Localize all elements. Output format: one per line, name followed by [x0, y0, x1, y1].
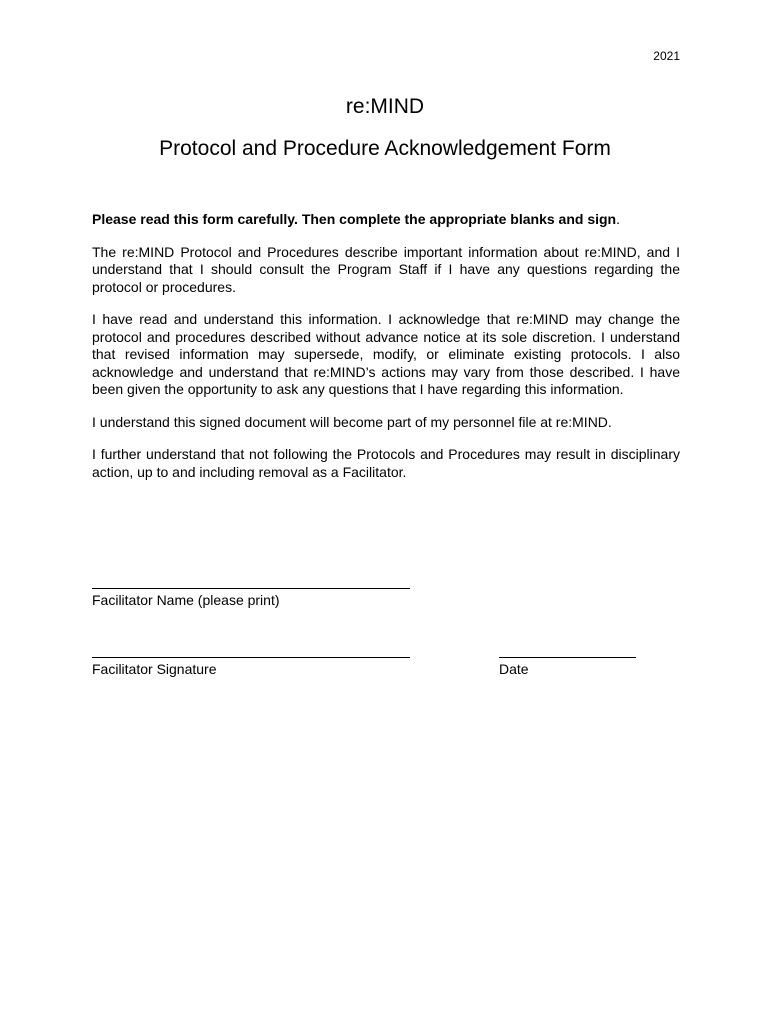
form-title: Protocol and Procedure Acknowledgement Form [159, 137, 611, 160]
instructions-text: Please read this form carefully. Then complete the appropriate blanks and sign [92, 211, 617, 227]
facilitator-name-line[interactable] [92, 588, 410, 589]
form-body [92, 211, 680, 496]
facilitator-name-label: Facilitator Name (please print) [92, 592, 280, 608]
paragraph-acknowledgement: I have read and understand this information. I acknowledge that re:MIND may change the protocol and procedures described without advance notice at its sole discretion. I understand that revised information may supersede, modify, or eliminate existing protocols. I also acknowledge and understand that re:MIND’s actions may vary from those described. I have been given the opportunity to ask any questions that I have regarding this information. [92, 311, 680, 397]
paragraph-disciplinary-action: I further understand that not following the Protocols and Procedures may result in disciplinary action, up to and including removal as a Facilitator. [92, 446, 680, 480]
date-label: Date [499, 661, 529, 677]
instructions-paragraph [92, 211, 680, 229]
facilitator-signature-label: Facilitator Signature [92, 661, 217, 677]
organization-title: re:MIND [345, 95, 425, 118]
date-line[interactable] [499, 657, 636, 658]
paragraph-personnel-file: I understand this signed document will become part of my personnel file at re:MIND. [92, 413, 612, 430]
instructions-period: . [616, 211, 620, 227]
document-year: 2021 [653, 49, 680, 63]
paragraph-protocol-description: The re:MIND Protocol and Procedures describe important information about re:MIND, and I understand that I should consult the Program Staff if I have any questions regarding the protocol or procedures. [92, 243, 680, 295]
facilitator-signature-line[interactable] [92, 657, 410, 658]
